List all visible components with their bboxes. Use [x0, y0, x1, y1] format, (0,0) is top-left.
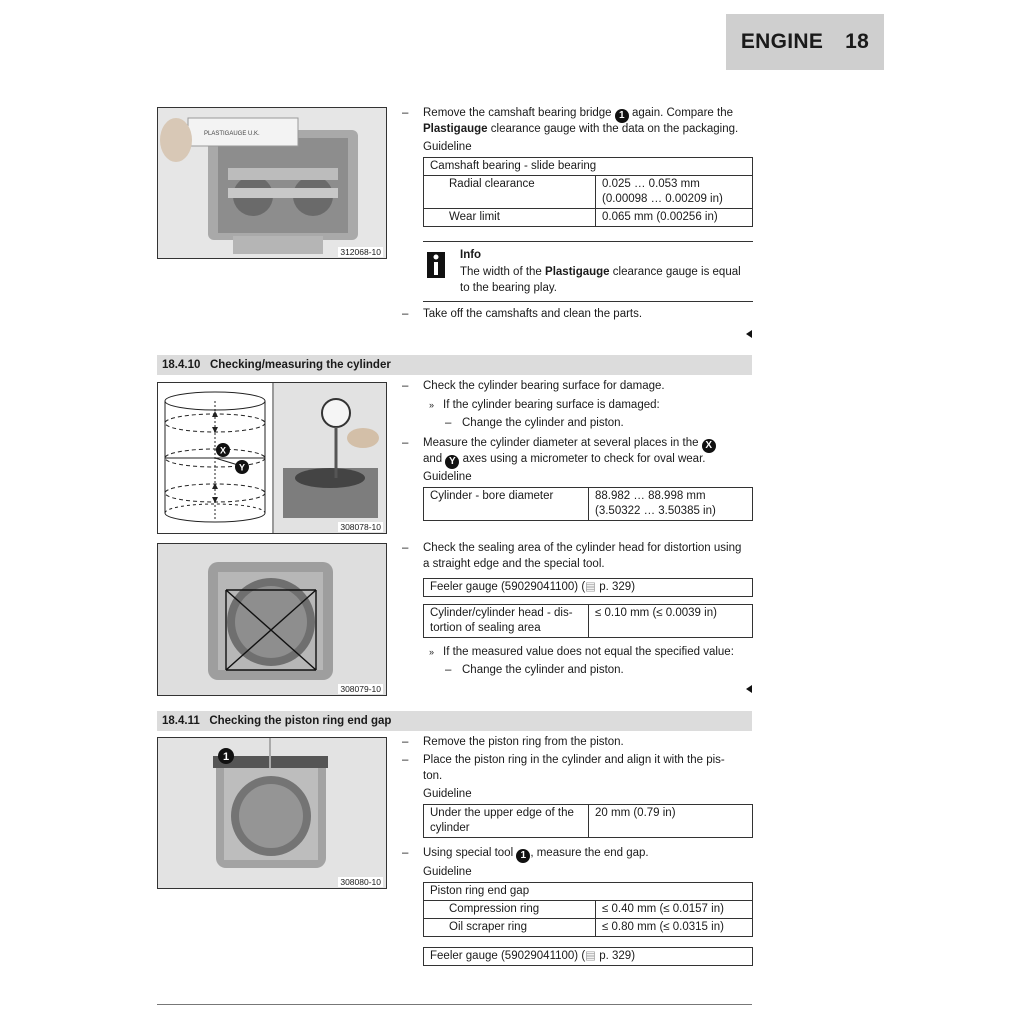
tool-table — [423, 947, 753, 966]
table-cell: 0.025 … 0.053 mm (0.00098 … 0.00209 in) — [596, 176, 753, 209]
table-cell: Oil scraper ring — [424, 919, 596, 937]
axis-y-icon: Y — [445, 455, 459, 469]
condition: » If the measured value does not equal the specified value: — [429, 646, 734, 658]
divider — [423, 301, 753, 302]
chapter-number: 18 — [845, 30, 870, 53]
piston-ring-illustration — [158, 738, 386, 888]
bore-diameter-table — [423, 487, 753, 521]
table-cell: ≤ 0.40 mm (≤ 0.0157 in) — [596, 901, 753, 919]
tool-reference: Feeler gauge (59029041100) (▤ p. 329) — [424, 948, 753, 966]
axis-x-icon: X — [702, 439, 716, 453]
table-cell: Compression ring — [424, 901, 596, 919]
condition: » If the cylinder bearing surface is damaged: — [429, 399, 660, 411]
step-remove-bearing-bridge: – Remove the camshaft bearing bridge 1 again. Compare the — [402, 107, 733, 121]
info-text: The width of the Plastigauge clearance gauge is equal — [460, 266, 741, 278]
guideline-label: Guideline — [423, 141, 472, 153]
footer-rule — [157, 1004, 752, 1005]
section-number: 18.4.11 — [162, 715, 200, 727]
table-header: Camshaft bearing - slide bearing — [424, 158, 753, 176]
table-cell: Wear limit — [424, 209, 596, 227]
cylinder-sealing-photo — [157, 543, 387, 696]
section-number: 18.4.10 — [162, 359, 201, 371]
chapter-section-title: ENGINE — [740, 30, 824, 53]
camshaft-bearing-table — [423, 157, 753, 227]
book-icon: ▤ — [585, 581, 597, 593]
figure-label: 312068-10 — [340, 247, 381, 257]
table-cell: ≤ 0.10 mm (≤ 0.0039 in) — [589, 605, 753, 638]
ring-position-table — [423, 804, 753, 838]
table-cell: 0.065 mm (0.00256 in) — [596, 209, 753, 227]
table-cell: 88.982 … 88.998 mm (3.50322 … 3.50385 in) — [589, 488, 753, 521]
info-icon — [427, 252, 445, 278]
step-line — [423, 121, 738, 137]
callout-1-label: 1 — [222, 751, 230, 763]
action: – Change the cylinder and piston. — [445, 664, 624, 676]
piston-ring-photo — [157, 737, 387, 889]
end-mark-icon — [746, 685, 752, 693]
table-cell: Cylinder - bore diameter — [424, 488, 589, 521]
chapter-tab — [726, 14, 884, 70]
cylinder-diagram — [157, 382, 387, 534]
table-cell: Cylinder/cylinder head - dis- tortion of sealing area — [424, 605, 589, 638]
cylinder-measurement-illustration — [158, 383, 386, 533]
axis-x-label: X — [219, 445, 227, 456]
guideline-label: Guideline — [423, 471, 472, 483]
book-icon: ▤ — [585, 950, 597, 962]
plastigauge-term: Plastigauge — [423, 123, 488, 135]
end-gap-table — [423, 882, 753, 937]
step-text: Remove the camshaft bearing bridge — [423, 107, 615, 119]
step-take-off-camshafts: – Take off the camshafts and clean the parts. — [402, 308, 643, 320]
tool-table — [423, 578, 753, 597]
step-text: again. Compare the — [628, 107, 733, 119]
figure-label: 308080-10 — [340, 877, 381, 887]
table-cell: 20 mm (0.79 in) — [589, 805, 753, 838]
step-check-bearing-surface: – Check the cylinder bearing surface for damage. — [402, 380, 665, 392]
figure-label: 308078-10 — [340, 522, 381, 532]
action: – Change the cylinder and piston. — [445, 417, 624, 429]
section-title: Checking the piston ring end gap — [209, 715, 392, 727]
step-remove-piston-ring: – Remove the piston ring from the piston. — [402, 736, 624, 748]
section-heading — [157, 711, 752, 731]
divider — [423, 241, 753, 242]
step-line: and Y axes using a micrometer to check for oval wear. — [423, 453, 706, 467]
step-place-piston-ring: – Place the piston ring in the cylinder and align it with the pis- — [402, 754, 725, 766]
guideline-label: Guideline — [423, 866, 472, 878]
tool-reference: Feeler gauge (59029041100) (▤ p. 329) — [424, 579, 753, 597]
axis-y-label: Y — [238, 462, 246, 473]
end-mark-icon — [746, 330, 752, 338]
figure-label: 308079-10 — [340, 684, 381, 694]
step-check-sealing-area: – Check the sealing area of the cylinder head for distortion using — [402, 542, 742, 554]
sealing-area-illustration — [158, 544, 386, 695]
section-heading — [157, 355, 752, 375]
step-line: a straight edge and the special tool. — [423, 558, 605, 570]
camshaft-photo — [157, 107, 387, 259]
info-text: to the bearing play. — [460, 282, 557, 294]
camshaft-illustration — [158, 108, 386, 258]
callout-1-icon: 1 — [615, 109, 629, 123]
step-text: clearance gauge with the data on the packaging. — [487, 123, 739, 135]
plastigauge-strip-text: PLASTIGAUGE U.K. — [204, 131, 260, 137]
distortion-table — [423, 604, 753, 638]
step-measure-diameter: – Measure the cylinder diameter at several places in the X — [423, 435, 716, 453]
section-title: Checking/measuring the cylinder — [209, 359, 391, 371]
callout-1-icon: 1 — [516, 849, 530, 863]
table-cell: Under the upper edge of the cylinder — [424, 805, 589, 838]
table-cell: Radial clearance — [424, 176, 596, 209]
step-line: ton. — [423, 770, 443, 782]
step-measure-end-gap: – Using special tool 1 , measure the end gap. — [402, 847, 649, 861]
table-header: Piston ring end gap — [424, 883, 753, 901]
info-title: Info — [460, 249, 482, 261]
table-cell: ≤ 0.80 mm (≤ 0.0315 in) — [596, 919, 753, 937]
guideline-label: Guideline — [423, 788, 472, 800]
